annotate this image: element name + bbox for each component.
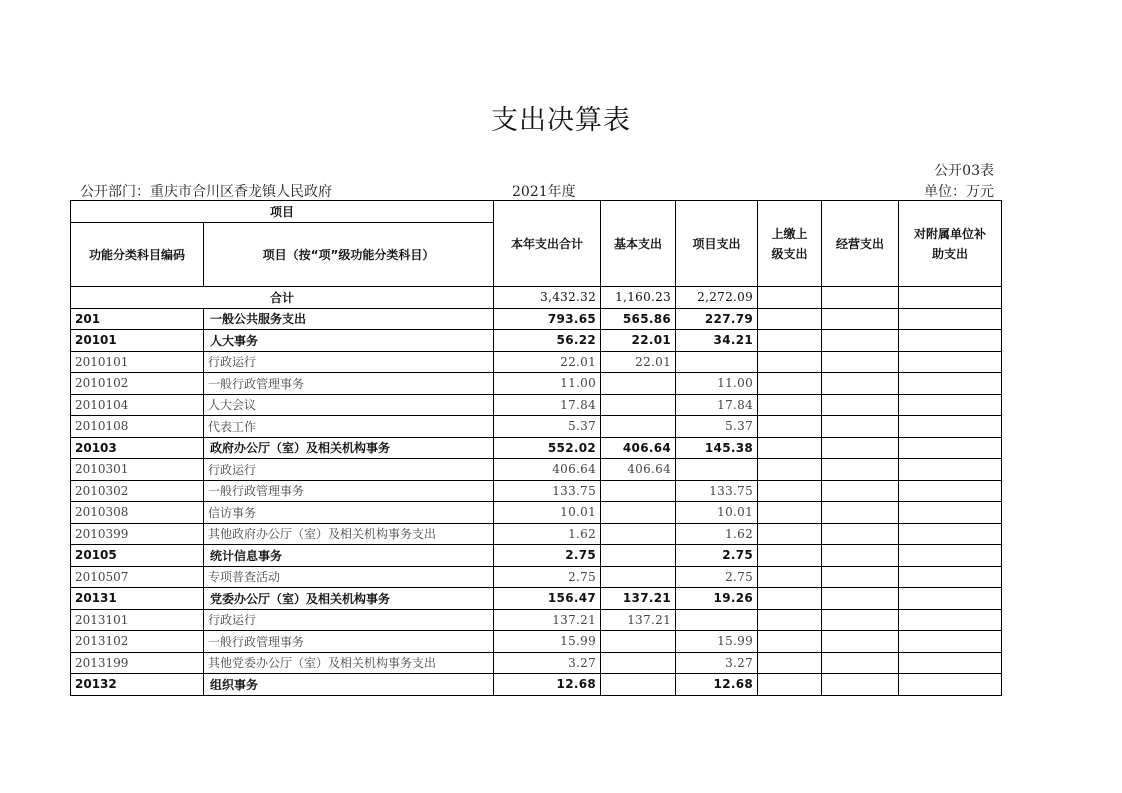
cell-basic bbox=[601, 502, 676, 524]
table-row bbox=[71, 523, 1002, 545]
cell-project: 133.75 bbox=[676, 480, 758, 502]
cell-basic bbox=[601, 480, 676, 502]
cell-name: 党委办公厅（室）及相关机构事务 bbox=[204, 588, 494, 610]
cell-project: 2.75 bbox=[676, 545, 758, 567]
table-row bbox=[71, 480, 1002, 502]
cell-subsidy bbox=[899, 308, 1002, 330]
cell-project: 227.79 bbox=[676, 308, 758, 330]
table-row bbox=[71, 459, 1002, 481]
cell-operating bbox=[822, 480, 899, 502]
cell-project bbox=[676, 459, 758, 481]
table-number: 公开03表 bbox=[934, 163, 994, 179]
cell-total: 406.64 bbox=[494, 459, 601, 481]
cell-project: 1.62 bbox=[676, 523, 758, 545]
cell-project: 10.01 bbox=[676, 502, 758, 524]
cell-upper bbox=[758, 308, 822, 330]
cell-basic bbox=[601, 566, 676, 588]
cell-basic: 22.01 bbox=[601, 330, 676, 352]
cell-subsidy bbox=[899, 674, 1002, 696]
cell-operating bbox=[822, 566, 899, 588]
cell-basic bbox=[601, 674, 676, 696]
cell-subsidy bbox=[899, 330, 1002, 352]
cell-code: 2010104 bbox=[71, 394, 204, 416]
page-title: 支出决算表 bbox=[491, 105, 631, 136]
cell-subsidy bbox=[899, 373, 1002, 395]
total-basic: 1,160.23 bbox=[601, 287, 676, 309]
table-row bbox=[71, 588, 1002, 610]
cell-total: 552.02 bbox=[494, 437, 601, 459]
cell-basic: 565.86 bbox=[601, 308, 676, 330]
table-row bbox=[71, 502, 1002, 524]
cell-code: 2010302 bbox=[71, 480, 204, 502]
cell-operating bbox=[822, 308, 899, 330]
cell-operating bbox=[822, 523, 899, 545]
cell-code: 20105 bbox=[71, 545, 204, 567]
header-operating: 经营支出 bbox=[822, 201, 899, 287]
cell-total: 56.22 bbox=[494, 330, 601, 352]
table-row bbox=[71, 545, 1002, 567]
cell-subsidy bbox=[899, 437, 1002, 459]
cell-upper bbox=[758, 523, 822, 545]
cell-project: 34.21 bbox=[676, 330, 758, 352]
cell-upper bbox=[758, 652, 822, 674]
cell-project: 11.00 bbox=[676, 373, 758, 395]
cell-code: 20131 bbox=[71, 588, 204, 610]
cell-name: 一般行政管理事务 bbox=[204, 480, 494, 502]
cell-upper bbox=[758, 394, 822, 416]
cell-code: 2013101 bbox=[71, 609, 204, 631]
department-label: 公开部门：重庆市合川区香龙镇人民政府 bbox=[80, 184, 332, 200]
total-operating bbox=[822, 287, 899, 309]
cell-total: 17.84 bbox=[494, 394, 601, 416]
unit-label: 单位：万元 bbox=[924, 184, 994, 200]
cell-basic: 406.64 bbox=[601, 437, 676, 459]
cell-project: 145.38 bbox=[676, 437, 758, 459]
cell-total: 22.01 bbox=[494, 351, 601, 373]
cell-operating bbox=[822, 373, 899, 395]
table-row bbox=[71, 308, 1002, 330]
cell-project: 19.26 bbox=[676, 588, 758, 610]
cell-basic: 406.64 bbox=[601, 459, 676, 481]
cell-code: 2010507 bbox=[71, 566, 204, 588]
cell-subsidy bbox=[899, 480, 1002, 502]
cell-upper bbox=[758, 545, 822, 567]
cell-subsidy bbox=[899, 545, 1002, 567]
header-name: 项目（按“项”级功能分类科目） bbox=[204, 223, 494, 287]
cell-subsidy bbox=[899, 609, 1002, 631]
cell-total: 15.99 bbox=[494, 631, 601, 653]
cell-operating bbox=[822, 588, 899, 610]
cell-total: 2.75 bbox=[494, 566, 601, 588]
cell-code: 20103 bbox=[71, 437, 204, 459]
cell-basic bbox=[601, 631, 676, 653]
table-row bbox=[71, 373, 1002, 395]
cell-operating bbox=[822, 545, 899, 567]
cell-total: 10.01 bbox=[494, 502, 601, 524]
table-row bbox=[71, 416, 1002, 438]
table-row bbox=[71, 351, 1002, 373]
cell-upper bbox=[758, 351, 822, 373]
cell-code: 2013199 bbox=[71, 652, 204, 674]
cell-project bbox=[676, 609, 758, 631]
cell-name: 一般行政管理事务 bbox=[204, 631, 494, 653]
cell-name: 专项普查活动 bbox=[204, 566, 494, 588]
cell-upper bbox=[758, 480, 822, 502]
cell-basic bbox=[601, 416, 676, 438]
cell-name: 政府办公厅（室）及相关机构事务 bbox=[204, 437, 494, 459]
cell-total: 3.27 bbox=[494, 652, 601, 674]
header-basic: 基本支出 bbox=[601, 201, 676, 287]
cell-name: 人大会议 bbox=[204, 394, 494, 416]
cell-upper bbox=[758, 609, 822, 631]
cell-total: 793.65 bbox=[494, 308, 601, 330]
cell-operating bbox=[822, 652, 899, 674]
cell-total: 137.21 bbox=[494, 609, 601, 631]
cell-subsidy bbox=[899, 523, 1002, 545]
cell-subsidy bbox=[899, 394, 1002, 416]
cell-code: 2010308 bbox=[71, 502, 204, 524]
cell-basic bbox=[601, 545, 676, 567]
cell-code: 201 bbox=[71, 308, 204, 330]
cell-operating bbox=[822, 609, 899, 631]
header-project: 项目支出 bbox=[676, 201, 758, 287]
cell-upper bbox=[758, 631, 822, 653]
cell-operating bbox=[822, 502, 899, 524]
cell-basic: 137.21 bbox=[601, 609, 676, 631]
cell-subsidy bbox=[899, 416, 1002, 438]
cell-project: 17.84 bbox=[676, 394, 758, 416]
header-upper-payment: 上缴上 级支出 bbox=[758, 201, 822, 287]
cell-basic bbox=[601, 373, 676, 395]
cell-name: 组织事务 bbox=[204, 674, 494, 696]
cell-basic bbox=[601, 652, 676, 674]
cell-upper bbox=[758, 459, 822, 481]
cell-basic: 137.21 bbox=[601, 588, 676, 610]
header-total: 本年支出合计 bbox=[494, 201, 601, 287]
header-project-group: 项目 bbox=[71, 201, 494, 223]
cell-subsidy bbox=[899, 631, 1002, 653]
cell-upper bbox=[758, 502, 822, 524]
cell-name: 一般行政管理事务 bbox=[204, 373, 494, 395]
cell-name: 代表工作 bbox=[204, 416, 494, 438]
cell-code: 2013102 bbox=[71, 631, 204, 653]
cell-operating bbox=[822, 674, 899, 696]
cell-project: 5.37 bbox=[676, 416, 758, 438]
cell-name: 人大事务 bbox=[204, 330, 494, 352]
total-upper bbox=[758, 287, 822, 309]
cell-code: 2010108 bbox=[71, 416, 204, 438]
cell-total: 11.00 bbox=[494, 373, 601, 395]
cell-subsidy bbox=[899, 566, 1002, 588]
cell-total: 5.37 bbox=[494, 416, 601, 438]
cell-name: 统计信息事务 bbox=[204, 545, 494, 567]
cell-name: 行政运行 bbox=[204, 609, 494, 631]
cell-code: 2010102 bbox=[71, 373, 204, 395]
cell-basic: 22.01 bbox=[601, 351, 676, 373]
cell-code: 2010399 bbox=[71, 523, 204, 545]
table-row bbox=[71, 566, 1002, 588]
cell-total: 156.47 bbox=[494, 588, 601, 610]
cell-upper bbox=[758, 566, 822, 588]
cell-operating bbox=[822, 330, 899, 352]
table-row bbox=[71, 330, 1002, 352]
cell-project: 2.75 bbox=[676, 566, 758, 588]
cell-subsidy bbox=[899, 652, 1002, 674]
cell-upper bbox=[758, 416, 822, 438]
cell-name: 其他党委办公厅（室）及相关机构事务支出 bbox=[204, 652, 494, 674]
cell-code: 20101 bbox=[71, 330, 204, 352]
total-label: 合计 bbox=[71, 287, 494, 309]
cell-operating bbox=[822, 416, 899, 438]
total-row bbox=[71, 287, 1002, 309]
cell-total: 1.62 bbox=[494, 523, 601, 545]
cell-operating bbox=[822, 394, 899, 416]
cell-upper bbox=[758, 588, 822, 610]
cell-code: 20132 bbox=[71, 674, 204, 696]
cell-operating bbox=[822, 437, 899, 459]
table-row bbox=[71, 609, 1002, 631]
cell-name: 行政运行 bbox=[204, 351, 494, 373]
cell-basic bbox=[601, 394, 676, 416]
table-row bbox=[71, 652, 1002, 674]
cell-subsidy bbox=[899, 588, 1002, 610]
cell-upper bbox=[758, 674, 822, 696]
table-row bbox=[71, 674, 1002, 696]
total-amount: 3,432.32 bbox=[494, 287, 601, 309]
header-code: 功能分类科目编码 bbox=[71, 223, 204, 287]
cell-operating bbox=[822, 351, 899, 373]
cell-project: 3.27 bbox=[676, 652, 758, 674]
cell-code: 2010101 bbox=[71, 351, 204, 373]
cell-subsidy bbox=[899, 351, 1002, 373]
cell-name: 一般公共服务支出 bbox=[204, 308, 494, 330]
cell-upper bbox=[758, 437, 822, 459]
cell-project: 12.68 bbox=[676, 674, 758, 696]
cell-operating bbox=[822, 459, 899, 481]
cell-subsidy bbox=[899, 459, 1002, 481]
cell-basic bbox=[601, 523, 676, 545]
cell-operating bbox=[822, 631, 899, 653]
cell-subsidy bbox=[899, 502, 1002, 524]
cell-upper bbox=[758, 330, 822, 352]
fiscal-year: 2021年度 bbox=[512, 184, 576, 200]
cell-project bbox=[676, 351, 758, 373]
cell-name: 其他政府办公厅（室）及相关机构事务支出 bbox=[204, 523, 494, 545]
cell-total: 12.68 bbox=[494, 674, 601, 696]
cell-code: 2010301 bbox=[71, 459, 204, 481]
cell-name: 行政运行 bbox=[204, 459, 494, 481]
header-subsidy: 对附属单位补 助支出 bbox=[899, 201, 1002, 287]
cell-upper bbox=[758, 373, 822, 395]
cell-total: 133.75 bbox=[494, 480, 601, 502]
cell-project: 15.99 bbox=[676, 631, 758, 653]
cell-total: 2.75 bbox=[494, 545, 601, 567]
total-project: 2,272.09 bbox=[676, 287, 758, 309]
table-row bbox=[71, 631, 1002, 653]
total-subsidy bbox=[899, 287, 1002, 309]
table-row bbox=[71, 394, 1002, 416]
table-row bbox=[71, 437, 1002, 459]
expenditure-table bbox=[70, 200, 1002, 696]
cell-name: 信访事务 bbox=[204, 502, 494, 524]
